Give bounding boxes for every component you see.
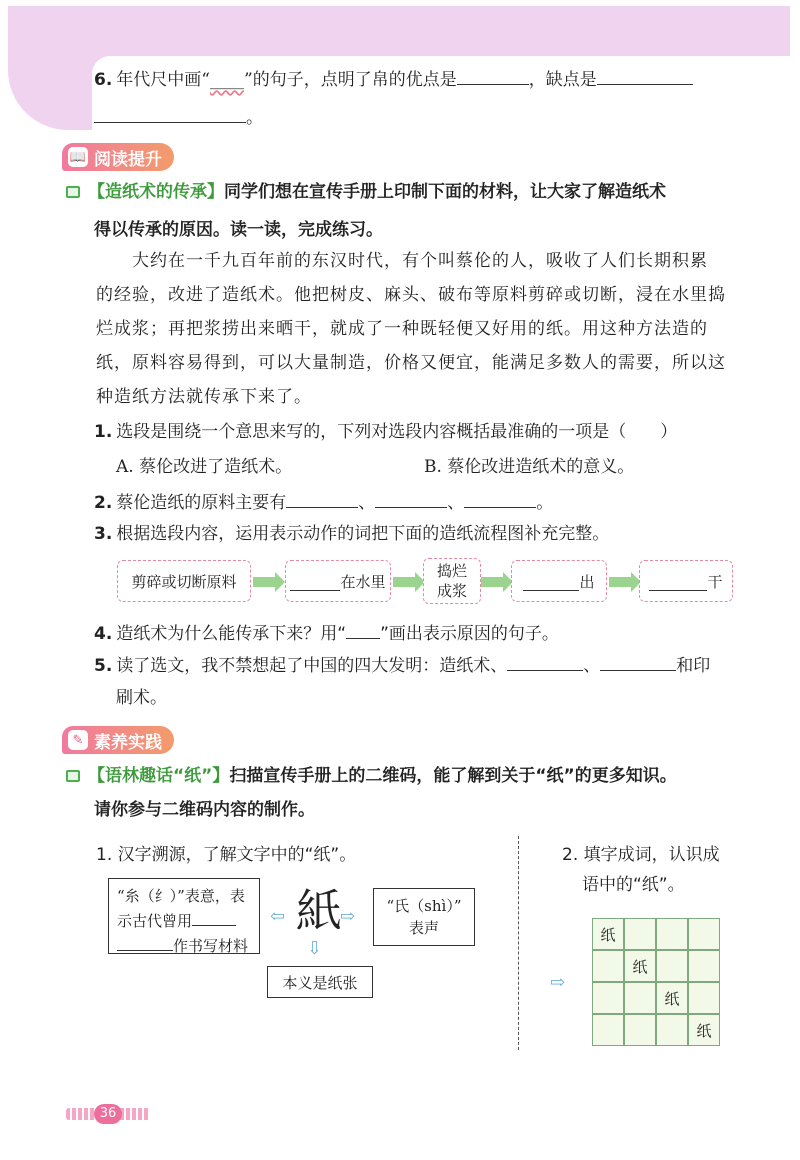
grid-cell[interactable] — [624, 982, 656, 1014]
answer-blank[interactable] — [117, 932, 173, 951]
passage-body — [96, 244, 776, 414]
question-1-option-a[interactable]: A. 蔡伦改进了造纸术。 — [116, 457, 293, 477]
answer-blank[interactable] — [597, 66, 693, 85]
practice-intro: 【语林趣话“纸”】 扫描宣传手册上的二维码，能了解到关于“纸”的更多知识。 请你参与二维码内容的制作。 — [66, 764, 776, 822]
page-number: 36 — [94, 1104, 122, 1124]
answer-blank[interactable] — [290, 572, 340, 591]
grid-cell-filled: 纸 — [688, 1014, 720, 1046]
answer-blank[interactable] — [464, 489, 536, 508]
grid-cell[interactable] — [624, 918, 656, 950]
question-5-line2: 刷术。 — [116, 688, 167, 708]
flow-step-3: 捣烂 成浆 — [423, 558, 481, 604]
original-meaning-box: 本义是纸张 — [267, 966, 373, 998]
flow-step-5: 干 — [639, 560, 733, 602]
practice-1-title: 1. 汉字溯源，了解文字中的“纸”。 — [96, 845, 357, 865]
ancient-glyph: 紙 — [296, 884, 342, 938]
column-divider — [518, 836, 519, 1050]
passage-line: 种造纸方法就传承下来了。 — [96, 387, 312, 407]
question-number: 6. — [94, 70, 113, 90]
answer-blank[interactable] — [457, 66, 529, 85]
grid-cell[interactable] — [688, 918, 720, 950]
flow-step-4: 出 — [511, 560, 607, 602]
grid-cell[interactable] — [624, 1014, 656, 1046]
question-3: 3. 根据选段内容，运用表示动作的词把下面的造纸流程图补充完整。 — [94, 524, 610, 544]
answer-blank[interactable] — [192, 907, 236, 926]
grid-cell-filled: 纸 — [624, 950, 656, 982]
grid-cell[interactable] — [592, 982, 624, 1014]
down-arrow-icon: ⇩ — [307, 938, 323, 959]
radical-meaning-box: “糸（纟）”表意，表 示古代曾用 作书写材料 — [108, 878, 260, 954]
answer-blank[interactable] — [286, 489, 358, 508]
grid-cell[interactable] — [592, 950, 624, 982]
flow-step-2: 在水里 — [285, 560, 391, 602]
passage-line: 烂成浆；再把浆捞出来晒干，就成了一种既轻便又好用的纸。用这种方法造的 — [96, 319, 708, 339]
section-bullet-icon — [66, 770, 80, 782]
flow-arrow-icon — [481, 577, 503, 587]
flow-arrow-icon — [253, 577, 275, 587]
right-arrow-icon: ⇨ — [340, 906, 356, 927]
passage-line: 大约在一千九百年前的东汉时代，有个叫蔡伦的人，吸收了人们长期积累 — [132, 251, 708, 271]
answer-blank[interactable] — [507, 652, 583, 671]
question-5: 5. 读了选文，我不禁想起了中国的四大发明：造纸术、 、 和印 — [94, 652, 710, 678]
passage-tag: 【造纸术的传承】 — [88, 182, 224, 202]
page-number-badge — [66, 1104, 150, 1124]
passage-line: 纸，原料容易得到，可以大量制造，价格又便宜，能满足多数人的需要，所以这 — [96, 353, 726, 373]
flow-chart — [117, 558, 733, 606]
question-4: 4. 造纸术为什么能传承下来？用“ ”画出表示原因的句子。 — [94, 620, 559, 646]
grid-cell[interactable] — [656, 1014, 688, 1046]
answer-blank[interactable] — [600, 652, 676, 671]
grid-cell[interactable] — [656, 950, 688, 982]
phonetic-box: “氏（shì）” 表声 — [373, 888, 475, 946]
passage-line: 的经验，改进了造纸术。他把树皮、麻头、破布等原料剪碎或切断，浸在水里捣 — [96, 285, 726, 305]
section-badge-reading: 📖 阅读提升 — [62, 143, 174, 171]
book-icon: 📖 — [68, 147, 88, 167]
section-badge-practice: ✎ 素养实践 — [62, 726, 174, 754]
answer-blank[interactable] — [375, 489, 447, 508]
question-6: 6. 年代尺中画“____”的句子，点明了帛的优点是 ，缺点是 — [94, 66, 693, 92]
wavy-underline-mark: ____ — [210, 70, 244, 90]
question-2: 2. 蔡伦造纸的原料主要有 、 、 。 — [94, 489, 553, 515]
grid-cell-filled: 纸 — [656, 982, 688, 1014]
grid-cell[interactable] — [592, 1014, 624, 1046]
section-bullet-icon — [66, 186, 80, 198]
pencil-note-icon: ✎ — [68, 730, 88, 750]
grid-cell[interactable] — [688, 950, 720, 982]
flow-arrow-icon — [393, 577, 415, 587]
practice-2-title: 2. 填字成词，认识成 语中的“纸”。 — [562, 845, 720, 895]
line-mark-sample — [346, 620, 380, 639]
idiom-grid — [592, 918, 720, 1046]
answer-blank[interactable] — [649, 572, 707, 591]
grid-cell[interactable] — [688, 982, 720, 1014]
question-1-option-b[interactable]: B. 蔡伦改进造纸术的意义。 — [424, 457, 635, 477]
flow-arrow-icon — [609, 577, 631, 587]
left-arrow-icon: ⇦ — [270, 906, 286, 927]
right-arrow-icon: ⇨ — [550, 972, 566, 993]
answer-blank[interactable] — [523, 572, 579, 591]
answer-blank[interactable] — [94, 104, 246, 123]
flow-step-1: 剪碎或切断原料 — [117, 560, 251, 602]
practice-tag: 【语林趣话“纸”】 — [88, 766, 230, 786]
grid-cell[interactable] — [656, 918, 688, 950]
passage-intro: 【造纸术的传承】 同学们想在宣传手册上印制下面的材料，让大家了解造纸术 得以传承的原因。读一读，完成练习。 — [66, 180, 766, 242]
question-1: 1. 选段是围绕一个意思来写的，下列对选段内容概括最准确的一项是（ ） — [94, 422, 678, 442]
grid-cell-filled: 纸 — [592, 918, 624, 950]
question-6-line2: 。 — [94, 104, 263, 130]
